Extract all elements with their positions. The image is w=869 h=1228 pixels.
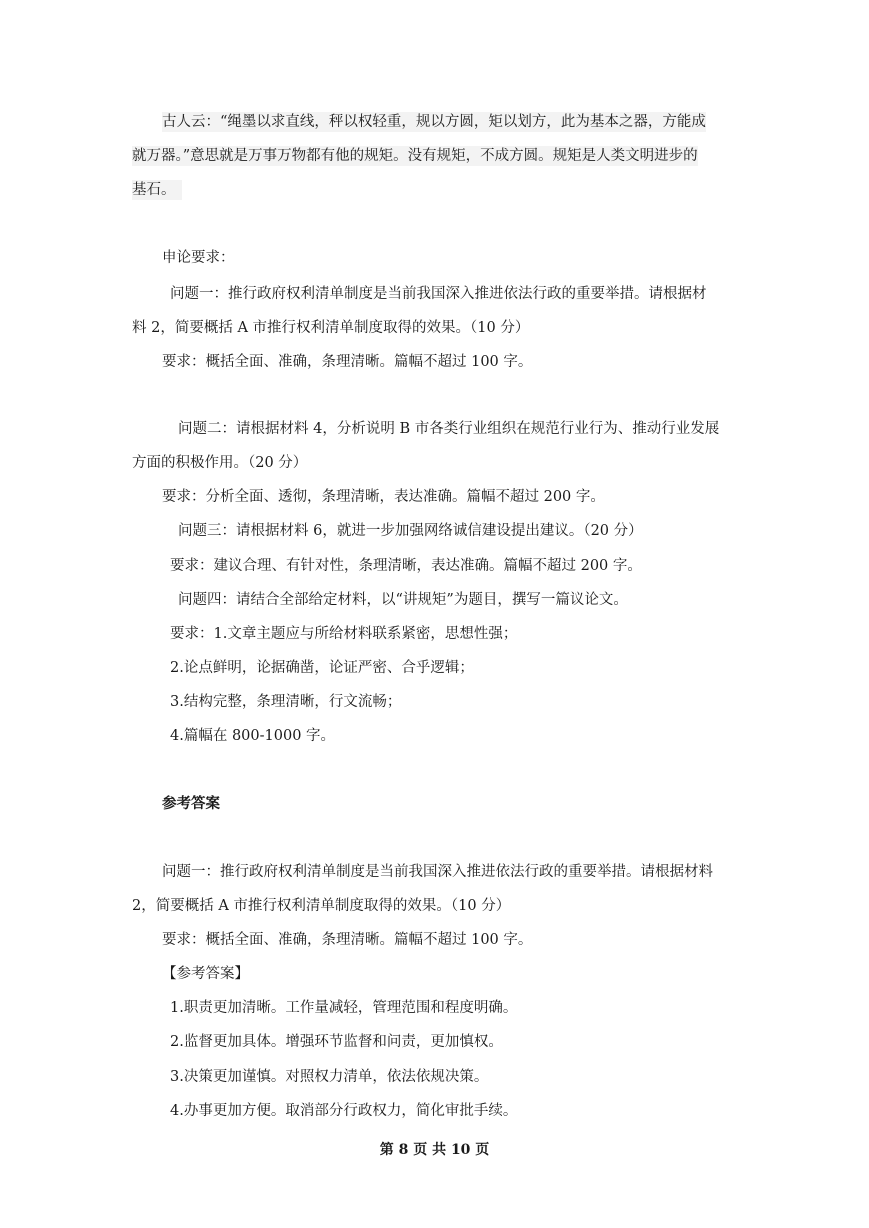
answers-heading: 参考答案 bbox=[162, 795, 220, 812]
intro-line-3: 基石。 bbox=[132, 180, 182, 200]
q4-requirement-1: 要求：1.文章主题应与所给材料联系紧密，思想性强； bbox=[170, 626, 518, 642]
q3-requirement: 要求：建议合理、有针对性，条理清晰，表达准确。篇幅不超过 200 字。 bbox=[170, 558, 642, 574]
requirements-heading: 申论要求： bbox=[162, 250, 235, 266]
answer-q1-text-line-1: 问题一：推行政府权利清单制度是当前我国深入推进依法行政的重要举措。请根据材料 bbox=[162, 864, 713, 880]
answer-q1-text-line-2: 2，简要概括 A 市推行权利清单制度取得的效果。（10 分） bbox=[132, 898, 511, 914]
intro-line-1: 古人云：“绳墨以求直线，秤以权轻重，规以方圆，矩以划方，此为基本之器，方能成 bbox=[162, 114, 706, 130]
q2-text-line-2: 方面的积极作用。（20 分） bbox=[132, 455, 308, 471]
q3-text-line-1: 问题三：请根据材料 6，就进一步加强网络诚信建设提出建议。（20 分） bbox=[178, 523, 643, 539]
q4-requirement-2: 2.论点鲜明，论据确凿，论证严密、合乎逻辑； bbox=[170, 660, 474, 676]
q4-requirement-4: 4.篇幅在 800-1000 字。 bbox=[170, 728, 336, 744]
answer-item-1: 1.职责更加清晰。工作量减轻，管理范围和程度明确。 bbox=[170, 1000, 518, 1016]
answer-item-2: 2.监督更加具体。增强环节监督和问责，更加慎权。 bbox=[170, 1034, 503, 1050]
q2-text-line-1: 问题二：请根据材料 4，分析说明 B 市各类行业组织在规范行业行为、推动行业发展 bbox=[178, 421, 720, 437]
answer-q1-requirement: 要求：概括全面、准确，条理清晰。篇幅不超过 100 字。 bbox=[162, 932, 533, 948]
page-footer: 第 8 页 共 10 页 bbox=[379, 1142, 490, 1158]
answer-ref-label: 【参考答案】 bbox=[162, 966, 249, 982]
q1-text-line-1: 问题一：推行政府权利清单制度是当前我国深入推进依法行政的重要举措。请根据材 bbox=[170, 286, 707, 302]
answer-item-4: 4.办事更加方便。取消部分行政权力，简化审批手续。 bbox=[170, 1103, 518, 1119]
q1-requirement: 要求：概括全面、准确，条理清晰。篇幅不超过 100 字。 bbox=[162, 354, 533, 370]
intro-line-2: 就万器。”意思就是万事万物都有他的规矩。没有规矩，不成方圆。规矩是人类文明进步的 bbox=[132, 148, 698, 164]
q4-text-line-1: 问题四：请结合全部给定材料，以“讲规矩”为题目，撰写一篇议论文。 bbox=[178, 592, 628, 608]
q4-requirement-3: 3.结构完整，条理清晰，行文流畅； bbox=[170, 694, 402, 710]
q1-text-line-2: 料 2，简要概括 A 市推行权利清单制度取得的效果。（10 分） bbox=[132, 320, 530, 336]
q2-requirement: 要求：分析全面、透彻，条理清晰，表达准确。篇幅不超过 200 字。 bbox=[162, 489, 605, 505]
answer-item-3: 3.决策更加谨慎。对照权力清单，依法依规决策。 bbox=[170, 1069, 489, 1085]
